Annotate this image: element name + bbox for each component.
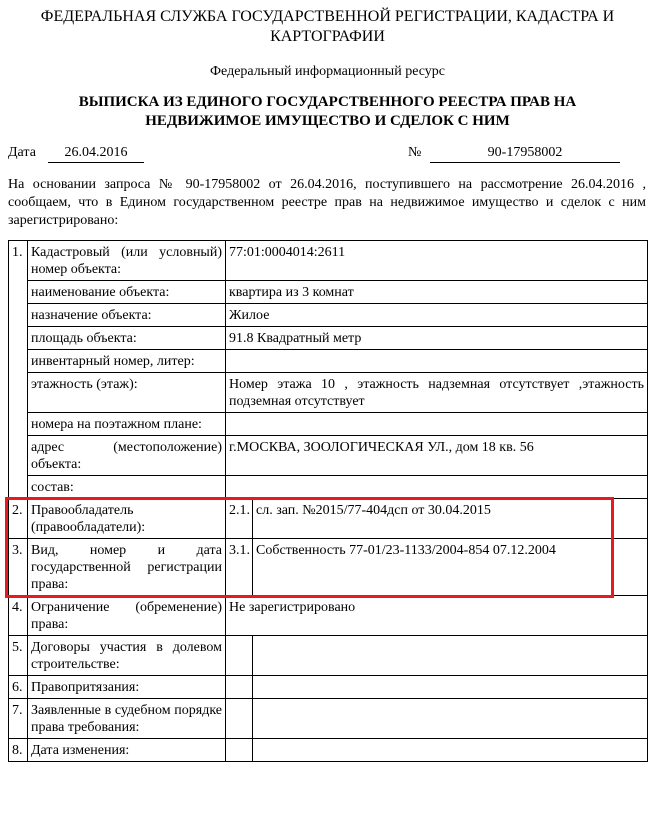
table-row-rightholder: [9, 499, 648, 539]
row-number-7: 7.: [9, 699, 28, 739]
court-claims-label: Заявленные в судебном порядке права требования:: [28, 699, 226, 739]
inventory-label: инвентарный номер, литер:: [28, 350, 226, 373]
table-row-right-registration: [9, 539, 648, 596]
registry-extract-table: [8, 240, 648, 762]
row-number-5: 5.: [9, 636, 28, 676]
right-registration-subnumber: 3.1.: [226, 539, 253, 596]
court-claims-value: [253, 699, 648, 739]
claims-label: Правопритязания:: [28, 676, 226, 699]
composition-value: [226, 476, 648, 499]
object-name-value: квартира из 3 комнат: [226, 281, 648, 304]
area-label: площадь объекта:: [28, 327, 226, 350]
change-date-label: Дата изменения:: [28, 739, 226, 762]
rightholder-subnumber: 2.1.: [226, 499, 253, 539]
date-label: Дата: [8, 145, 36, 160]
table-row-cadastral: [9, 241, 648, 281]
inventory-value: [226, 350, 648, 373]
table-row-change-date: [9, 739, 648, 762]
table-row-court-claims: [9, 699, 648, 739]
purpose-label: назначение объекта:: [28, 304, 226, 327]
floors-value: Номер этажа 10 , этажность надземная отсутствует ,этажность подземная отсутствует: [226, 373, 648, 413]
table-row-floorplan: [9, 413, 648, 436]
row-number-3: 3.: [9, 539, 28, 596]
table-row-claims: [9, 676, 648, 699]
table-row-shared-construction: [9, 636, 648, 676]
resource-caption: Федеральный информационный ресурс: [209, 64, 446, 79]
encumbrance-label: Ограничение (обременение) права:: [28, 596, 226, 636]
table-row-area: [9, 327, 648, 350]
area-value: 91.8 Квадратный метр: [226, 327, 648, 350]
floorplan-value: [226, 413, 648, 436]
encumbrance-value: Не зарегистрировано: [226, 596, 648, 636]
row-number-2: 2.: [9, 499, 28, 539]
purpose-value: Жилое: [226, 304, 648, 327]
floors-label: этажность (этаж):: [28, 373, 226, 413]
right-registration-value: Собственность 77-01/23-1133/2004-854 07.12.2004: [253, 539, 648, 596]
shared-construction-label: Договоры участия в долевом строительстве:: [28, 636, 226, 676]
table-row-address: [9, 436, 648, 476]
court-claims-subcell: [226, 699, 253, 739]
cadastral-label: Кадастровый (или условный) номер объекта:: [28, 241, 226, 281]
claims-value: [253, 676, 648, 699]
row-number-1: 1.: [9, 241, 28, 499]
table-row-inventory: [9, 350, 648, 373]
table-row-floors: [9, 373, 648, 413]
shared-construction-subcell: [226, 636, 253, 676]
number-label: №: [408, 145, 422, 160]
object-name-label: наименование объекта:: [28, 281, 226, 304]
intro-paragraph: На основании запроса № 90-17958002 от 26.04.2016, поступившего на рассмотрение 26.04.2016 , сообщаем, что в Едином государственном реестре прав на недвижимое имущество и сделок с ним зарегистрировано:: [8, 177, 646, 228]
claims-subcell: [226, 676, 253, 699]
cadastral-value: 77:01:0004014:2611: [226, 241, 648, 281]
shared-construction-value: [253, 636, 648, 676]
composition-label: состав:: [28, 476, 226, 499]
address-value: г.МОСКВА, ЗООЛОГИЧЕСКАЯ УЛ., дом 18 кв. 56: [226, 436, 648, 476]
table-row-encumbrance: [9, 596, 648, 636]
organization-name: ФЕДЕРАЛЬНАЯ СЛУЖБА ГОСУДАРСТВЕННОЙ РЕГИСТРАЦИИ, КАДАСТРА И КАРТОГРАФИИ: [40, 8, 615, 45]
document-title: ВЫПИСКА ИЗ ЕДИНОГО ГОСУДАРСТВЕННОГО РЕЕСТРА ПРАВ НА НЕДВИЖИМОЕ ИМУЩЕСТВО И СДЕЛОК С НИМ: [78, 94, 577, 129]
table-row-purpose: [9, 304, 648, 327]
row-number-8: 8.: [9, 739, 28, 762]
date-value: 26.04.2016: [48, 144, 144, 163]
table-row-composition: [9, 476, 648, 499]
rightholder-label: Правообладатель (правообладатели):: [28, 499, 226, 539]
number-value: 90-17958002: [430, 144, 620, 163]
right-registration-label: Вид, номер и дата государственной регистрации права:: [28, 539, 226, 596]
change-date-value: [253, 739, 648, 762]
rightholder-value: сл. зап. №2015/77-404дсп от 30.04.2015: [253, 499, 648, 539]
table-row-name: [9, 281, 648, 304]
row-number-6: 6.: [9, 676, 28, 699]
floorplan-label: номера на поэтажном плане:: [28, 413, 226, 436]
date-number-row: [8, 144, 648, 164]
change-date-subcell: [226, 739, 253, 762]
address-label: адрес (местоположение) объекта:: [28, 436, 226, 476]
row-number-4: 4.: [9, 596, 28, 636]
